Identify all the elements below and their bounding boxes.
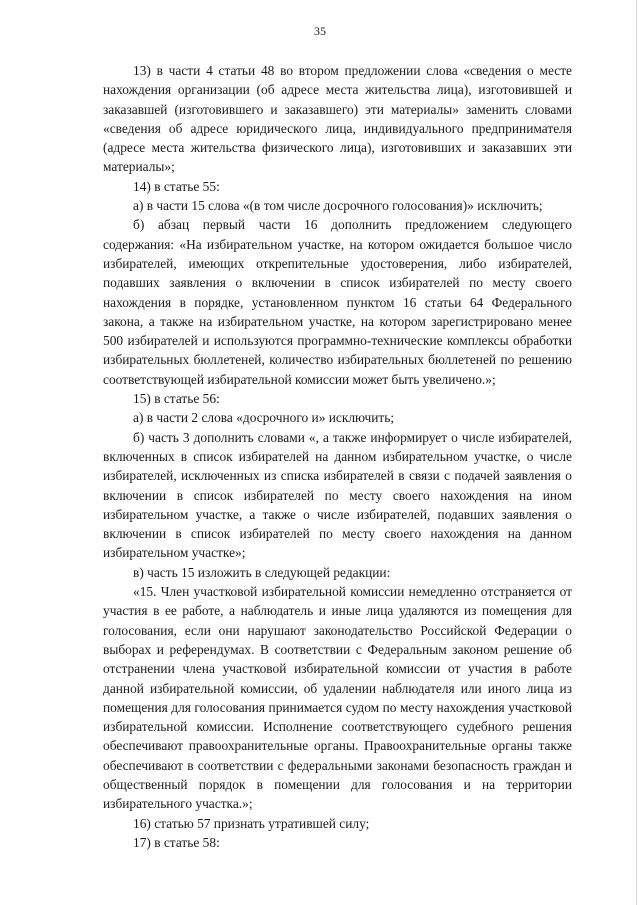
paragraph-sub-b-16: б) абзац первый части 16 дополнить предложением следующего содержания: «На избирательном участке, на котором ожидается большое число избирателей, имеющих открепительные удостоверения, либо избирателей, подавших заявления о включении в список избирателей по месту своего нахождения в порядке, установленном пунктом 16 статьи 64 Федерального закона, а также на избирательном участке, на котором зарегистрировано менее 500 избирателей и используются программно-технические комплексы обработки избирательных бюллетеней, количество избирательных бюллетеней по решению соответствующей избирательной комиссии может быть увеличено.»;: [103, 217, 572, 387]
paragraph-item-13: 13) в части 4 статьи 48 во втором предложении слова «сведения о месте нахождения организации (об адресе места жительства лица), изготовившей и заказавшей (изготовившего и заказавшего) эти материалы» заменить словами «сведения об адресе юридического лица, индивидуального предпринимателя (адресе места жительства физического лица), изготовивших и заказавших эти материалы»;: [103, 63, 572, 175]
paragraph-sub-v-15: в) часть 15 изложить в следующей редакции:: [133, 564, 391, 580]
paragraph-item-15-heading: 15) в статье 56:: [133, 391, 220, 407]
paragraph-sub-b-3: б) часть 3 дополнить словами «, а также информирует о числе избирателей, включенных в список избирателей на данном избирательном участке, о числе избирателей, исключенных из списка избирателей в связи с подачей заявления о включении в список избирателей по месту своего нахождения на ином избирательном участке, а также о числе избирателей, подавших заявления о включении в список избирателей по месту своего нахождения на данном избирательном участке»;: [103, 429, 572, 561]
scan-edge-line: [636, 0, 637, 905]
page-number: 35: [314, 24, 326, 38]
paragraph-quoted-part-15: «15. Член участковой избирательной комиссии немедленно отстраняется от участия в ее работе, а наблюдатель и иные лица удаляются из помещения для голосования, если они нарушают законодательство Российской Федерации о выборах и референдумах. В соответствии с Федеральным законом решение об отстранении члена участковой избирательной комиссии от участия в работе данной избирательной комиссии, об удалении наблюдателя или иного лица из помещения для голосования принимается судом по месту нахождения участковой избирательной комиссии. Исполнение соответствующего судебного решения обеспечивают правоохранительные органы. Правоохранительные органы также обеспечивают в соответствии с федеральными законами безопасность граждан и общественный порядок в помещении для голосования и на территории избирательного участка.»;: [103, 584, 572, 812]
paragraph-item-14-heading: 14) в статье 55:: [133, 178, 220, 194]
paragraph-item-16: 16) статью 57 признать утратившей силу;: [133, 815, 370, 831]
document-body: [103, 61, 572, 852]
paragraph-sub-a-15: а) в части 15 слова «(в том числе досрочного голосования)» исключить;: [133, 198, 543, 214]
paragraph-item-17: 17) в статье 58:: [133, 834, 220, 850]
paragraph-sub-a-2: а) в части 2 слова «досрочного и» исключить;: [133, 410, 395, 426]
